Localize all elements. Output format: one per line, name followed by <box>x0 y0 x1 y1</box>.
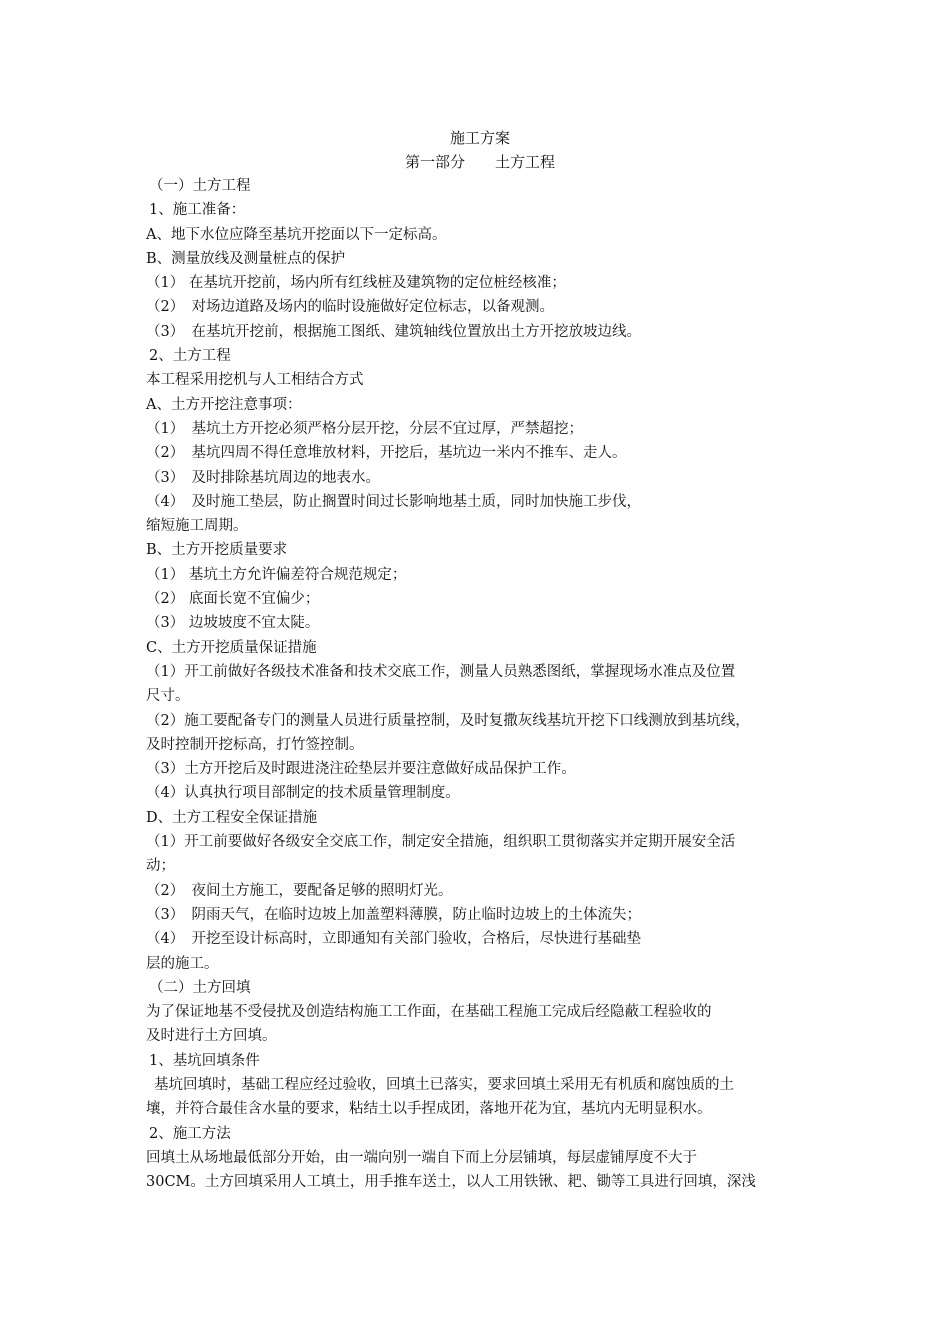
text-line: A、地下水位应降至基坑开挖面以下一定标高。 <box>146 226 447 243</box>
text-line: 回填土从场地最低部分开始，由一端向别一端自下而上分层铺填，每层虚铺厚度不大于 <box>146 1149 697 1166</box>
text-line: 壤，并符合最佳含水量的要求，粘结土以手捏成团，落地开花为宜，基坑内无明显积水。 <box>146 1101 712 1118</box>
text-line: （3） 边坡坡度不宜太陡。 <box>146 615 320 632</box>
text-line: 30CM。土方回填采用人工填土，用手推车送土，以人工用铁锹、耙、锄等工具进行回填，深浅 <box>146 1174 756 1191</box>
text-line: （3）土方开挖后及时跟进浇注砼垫层并要注意做好成品保护工作。 <box>146 761 576 778</box>
text-line: （4） 及时施工垫层，防止搁置时间过长影响地基土质，同时加快施工步伐， <box>146 493 641 510</box>
text-line: 及时控制开挖标高，打竹签控制。 <box>146 736 364 753</box>
text-line: （4） 开挖至设计标高时，立即通知有关部门验收，合格后，尽快进行基础垫 <box>146 931 641 948</box>
text-line: 本工程采用挖机与人工相结合方式 <box>146 372 364 389</box>
text-line: C、土方开挖质量保证措施 <box>146 639 317 656</box>
text-line: B、测量放线及测量桩点的保护 <box>146 250 346 267</box>
text-line: （2）施工要配备专门的测量人员进行质量控制，及时复撒灰线基坑开挖下口线测放到基坑线， <box>146 712 750 729</box>
document-page <box>146 126 814 1194</box>
text-line: 为了保证地基不受侵扰及创造结构施工工作面，在基础工程施工完成后经隐蔽工程验收的 <box>146 1004 712 1021</box>
text-line: （2） 基坑四周不得任意堆放材料，开挖后，基坑边一米内不推车、走人。 <box>146 445 627 462</box>
text-line: （4）认真执行项目部制定的技术质量管理制度。 <box>146 785 460 802</box>
text-line: B、土方开挖质量要求 <box>146 542 288 559</box>
text-line: （1） 在基坑开挖前，场内所有红线桩及建筑物的定位桩经核准； <box>146 275 566 292</box>
text-line: D、土方工程安全保证措施 <box>146 809 318 826</box>
text-line: （3） 阴雨天气，在临时边坡上加盖塑料薄膜，防止临时边坡上的土体流失； <box>146 906 641 923</box>
section-heading: （二）土方回填 <box>149 979 251 996</box>
subsection-heading: 2、土方工程 <box>149 348 231 365</box>
text-line: （1）开工前要做好各级安全交底工作，制定安全措施，组织职工贯彻落实并定期开展安全活 <box>146 834 736 851</box>
text-line: 层的施工。 <box>146 955 219 972</box>
text-line: （2） 对场边道路及场内的临时设施做好定位标志，以备观测。 <box>146 299 554 316</box>
text-line: （1） 基坑土方开挖必须严格分层开挖，分层不宜过厚，严禁超挖； <box>146 420 583 437</box>
text-line: 基坑回填时，基础工程应经过验收，回填土已落实，要求回填土采用无有机质和腐蚀质的土 <box>154 1076 734 1093</box>
subsection-heading: 1、基坑回填条件 <box>149 1052 260 1069</box>
subsection-heading: 1、施工准备： <box>149 202 246 219</box>
text-line: 动； <box>146 858 175 875</box>
text-line: 尺寸。 <box>146 688 190 705</box>
document-title: 施工方案 <box>449 129 510 147</box>
text-line: 及时进行土方回填。 <box>146 1028 277 1045</box>
text-line: 缩短施工周期。 <box>146 518 248 535</box>
text-line: （1） 基坑土方允许偏差符合规范规定； <box>146 566 407 583</box>
text-line: （2） 夜间土方施工，要配备足够的照明灯光。 <box>146 882 453 899</box>
document-subtitle: 第一部分 土方工程 <box>404 153 555 171</box>
section-heading: （一）土方工程 <box>149 178 251 194</box>
text-line: A、土方开挖注意事项： <box>146 396 302 413</box>
text-line: （1）开工前做好各级技术准备和技术交底工作，测量人员熟悉图纸，掌握现场水准点及位置 <box>146 663 736 680</box>
text-line: （2） 底面长宽不宜偏少； <box>146 591 320 608</box>
text-line: （3） 及时排除基坑周边的地表水。 <box>146 469 380 486</box>
text-line: （3） 在基坑开挖前，根据施工图纸、建筑轴线位置放出土方开挖放坡边线。 <box>146 323 641 340</box>
subsection-heading: 2、施工方法 <box>149 1125 231 1142</box>
